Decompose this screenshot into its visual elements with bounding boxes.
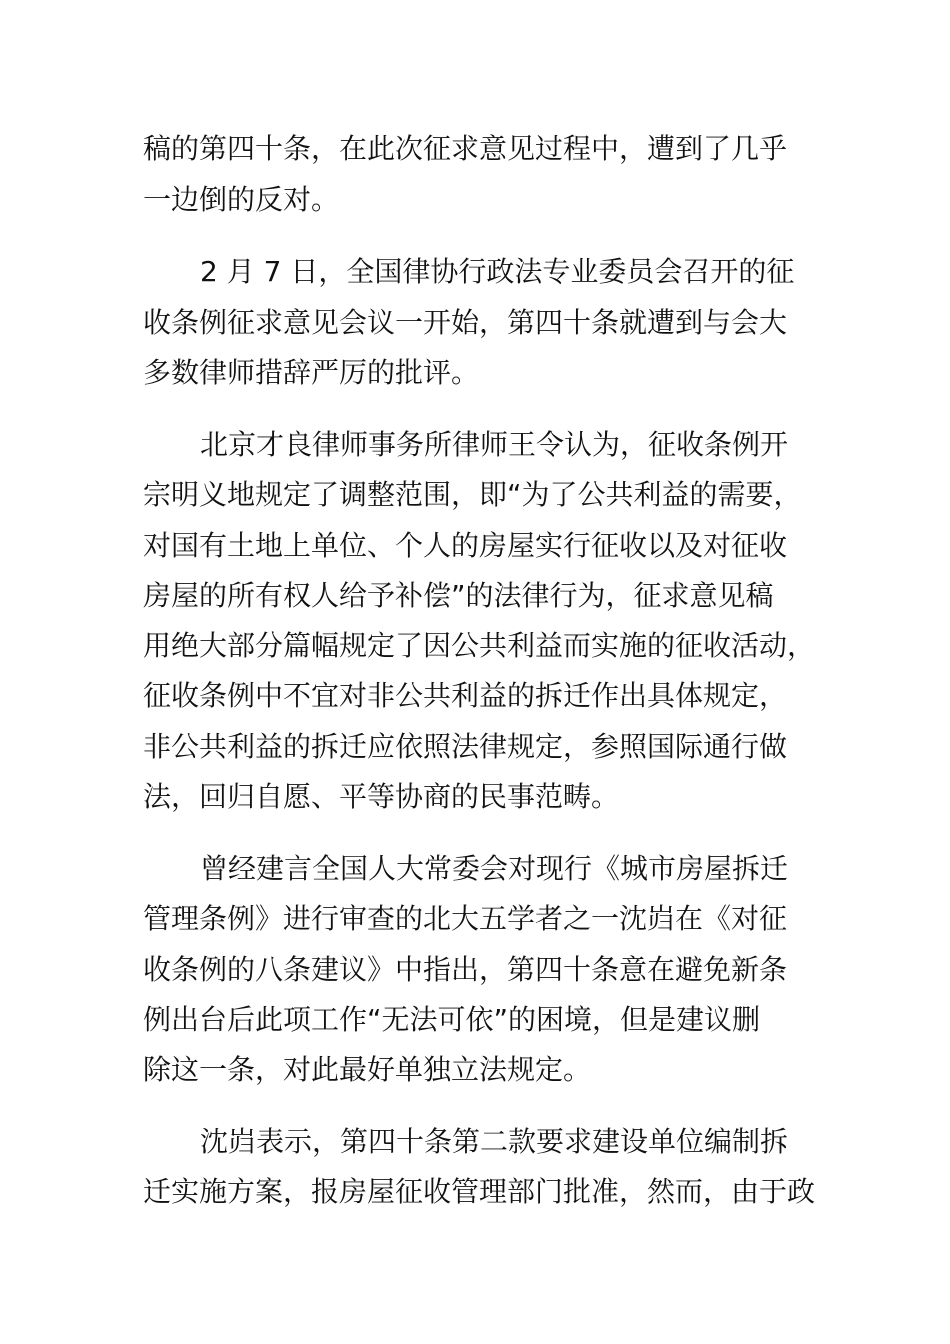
paragraph-2-line-2: 收条例征求意见会议一开始，第四十条就遭到与会大 — [143, 306, 788, 339]
paragraph-3-line-6: 征收条例中不宜对非公共利益的拆迁作出具体规定， — [143, 679, 788, 712]
paragraph-5-line-1: 沈岿表示，第四十条第二款要求建设单位编制拆 — [200, 1125, 789, 1158]
paragraph-3-line-3: 对国有土地上单位、个人的房屋实行征收以及对征收 — [143, 529, 788, 562]
paragraph-1-line-2: 一边倒的反对。 — [143, 183, 340, 216]
paragraph-3-line-4: 房屋的所有权人给予补偿”的法律行为，征求意见稿 — [143, 579, 774, 612]
paragraph-4-line-3: 收条例的八条建议》中指出，第四十条意在避免新条 — [143, 953, 788, 986]
paragraph-4-line-1: 曾经建言全国人大常委会对现行《城市房屋拆迁 — [200, 852, 789, 885]
paragraph-4-line-4: 例出台后此项工作“无法可依”的困境，但是建议删 — [143, 1003, 761, 1036]
paragraph-2-line-1: 2 月 7 日，全国律协行政法专业委员会召开的征 — [200, 255, 795, 288]
paragraph-3-line-8: 法，回归自愿、平等协商的民事范畴。 — [143, 780, 620, 813]
paragraph-4-line-5: 除这一条，对此最好单独立法规定。 — [143, 1053, 592, 1086]
paragraph-3-line-5: 用绝大部分篇幅规定了因公共利益而实施的征收活动， — [143, 629, 816, 662]
paragraph-2-line-3: 多数律师措辞严厉的批评。 — [143, 356, 480, 389]
paragraph-3-line-7: 非公共利益的拆迁应依照法律规定，参照国际通行做 — [143, 730, 788, 763]
paragraph-1-line-1: 稿的第四十条，在此次征求意见过程中，遭到了几乎 — [143, 132, 788, 165]
paragraph-3-line-2: 宗明义地规定了调整范围，即“为了公共利益的需要， — [143, 478, 802, 511]
paragraph-3-line-1: 北京才良律师事务所律师王令认为，征收条例开 — [200, 428, 789, 461]
paragraph-4-line-2: 管理条例》进行审查的北大五学者之一沈岿在《对征 — [143, 902, 788, 935]
paragraph-5-line-2: 迁实施方案，报房屋征收管理部门批准，然而，由于政 — [143, 1175, 816, 1208]
